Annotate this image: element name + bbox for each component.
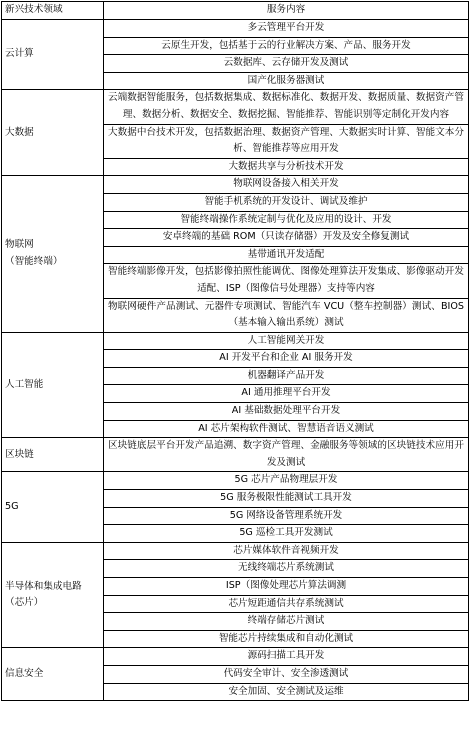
- service-cell: AI 基础数据处理平台开发: [104, 403, 469, 421]
- service-cell: 云端数据智能服务，包括数据集成、数据标准化、数据开发、数据质量、数据资产管理、数据分析、数据安全、数据挖掘、智能推荐、智能识别等定制化开发内容: [104, 90, 469, 124]
- service-cell: 云数据库、云存储开发及测试: [104, 55, 469, 73]
- service-cell: 5G 网络设备管理系统开发: [104, 507, 469, 525]
- service-cell: 源码扫描工具开发: [104, 648, 469, 666]
- service-cell: 基带通讯开发适配: [104, 246, 469, 264]
- domain-cell: 人工智能: [2, 332, 104, 438]
- service-cell: 5G 芯片产品物理层开发: [104, 472, 469, 490]
- service-cell: 智能终端影像开发，包括影像拍照性能调优、图像处理算法开发集成、影像驱动开发适配、ISP（图像信号处理器）支持等内容: [104, 264, 469, 298]
- table-row: [2, 20, 469, 38]
- service-cell: 安卓终端的基础 ROM（只读存储器）开发及安全修复测试: [104, 229, 469, 247]
- service-cell: 芯片短距通信共存系统测试: [104, 595, 469, 613]
- domain-cell: 区块链: [2, 438, 104, 472]
- table-row: [2, 472, 469, 490]
- service-cell: 5G 服务极限性能测试工具开发: [104, 490, 469, 508]
- service-cell: AI 开发平台和企业 AI 服务开发: [104, 350, 469, 368]
- domain-cell: 5G: [2, 472, 104, 542]
- table-row: [2, 542, 469, 560]
- service-cell: 人工智能网关开发: [104, 332, 469, 350]
- header-services: 服务内容: [104, 2, 469, 20]
- table-row: [2, 176, 469, 194]
- service-cell: 安全加固、安全测试及运维: [104, 683, 469, 701]
- table-row: [2, 90, 469, 124]
- header-domain: 新兴技术领域: [2, 2, 104, 20]
- service-cell: 终端存储芯片测试: [104, 613, 469, 631]
- service-cell: 多云管理平台开发: [104, 20, 469, 38]
- service-cell: 大数据中台技术开发，包括数据治理、数据资产管理、大数据实时计算、智能文本分析、智能推荐等应用开发: [104, 124, 469, 158]
- table-row: [2, 438, 469, 472]
- service-cell: ISP（图像处理芯片算法调测: [104, 578, 469, 596]
- service-cell: 大数据共享与分析技术开发: [104, 158, 469, 176]
- service-cell: 5G 巡检工具开发测试: [104, 525, 469, 543]
- service-cell: 代码安全审计、安全渗透测试: [104, 665, 469, 683]
- service-cell: 机器翻译产品开发: [104, 367, 469, 385]
- service-cell: 智能芯片持续集成和自动化测试: [104, 630, 469, 648]
- service-cell: 物联网硬件产品测试、元器件专项测试、智能汽车 VCU（整车控制器）测试、BIOS（基本输入输出系统）测试: [104, 298, 469, 332]
- service-table: [1, 1, 469, 701]
- service-cell: 智能终端操作系统定制与优化及应用的设计、开发: [104, 211, 469, 229]
- service-cell: 云原生开发，包括基于云的行业解决方案、产品、服务开发: [104, 37, 469, 55]
- service-cell: 区块链底层平台开发产品追溯、数字资产管理、金融服务等领域的区块链技术应用开发及测试: [104, 438, 469, 472]
- service-cell: 无线终端芯片系统测试: [104, 560, 469, 578]
- domain-cell: 云计算: [2, 20, 104, 90]
- header-row: [2, 2, 469, 20]
- domain-cell: 大数据: [2, 90, 104, 176]
- service-cell: AI 通用推理平台开发: [104, 385, 469, 403]
- service-table-body: [2, 2, 469, 701]
- domain-cell: 信息安全: [2, 648, 104, 701]
- table-row: [2, 332, 469, 350]
- service-cell: AI 芯片架构软件测试、智慧语音语义测试: [104, 420, 469, 438]
- domain-cell: 物联网 （智能终端）: [2, 176, 104, 332]
- service-cell: 物联网设备接入相关开发: [104, 176, 469, 194]
- service-cell: 芯片媒体软件音视频开发: [104, 542, 469, 560]
- service-cell: 国产化服务器测试: [104, 72, 469, 90]
- service-cell: 智能手机系统的开发设计、调试及维护: [104, 193, 469, 211]
- domain-cell: 半导体和集成电路（芯片）: [2, 542, 104, 648]
- table-row: [2, 648, 469, 666]
